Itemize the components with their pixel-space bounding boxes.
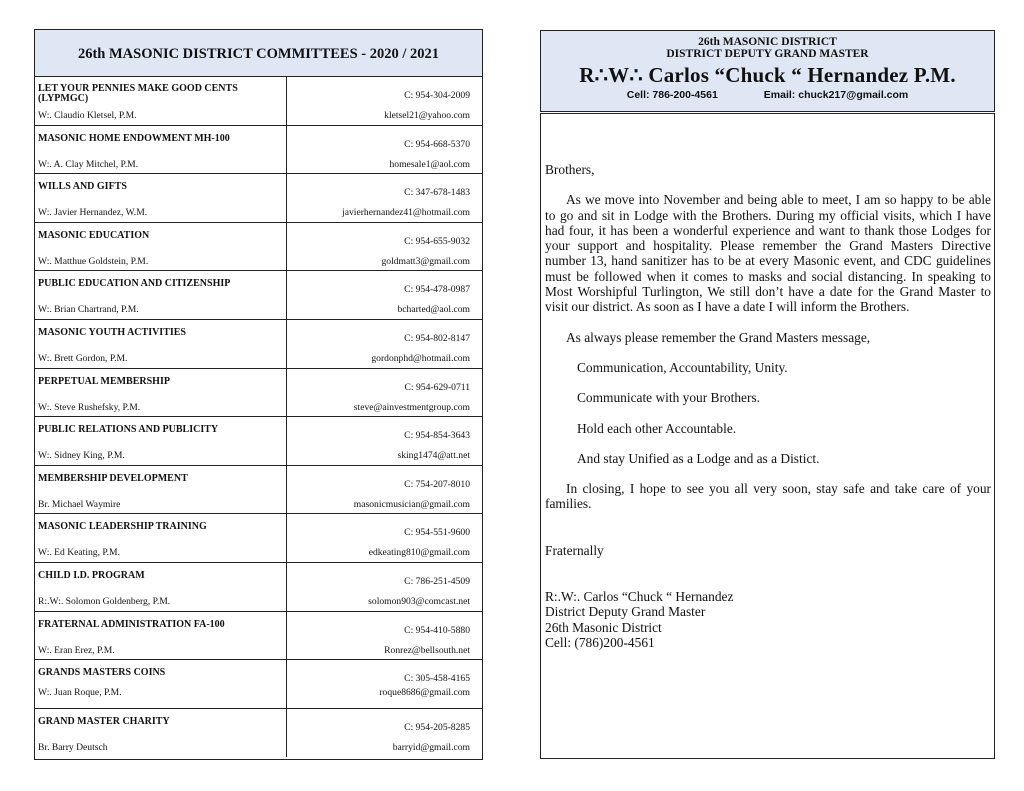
committee-name: PERPETUAL MEMBERSHIP xyxy=(38,375,170,387)
committee-name: GRAND MASTER CHARITY xyxy=(38,715,170,727)
committee-phone: C: 786-251-4509 xyxy=(404,575,470,587)
committee-email: solomon903@comcast.net xyxy=(368,595,470,607)
ddgm-name: R∴W∴ Carlos “Chuck “ Hernandez P.M. xyxy=(579,63,956,87)
committee-row xyxy=(35,563,482,612)
accountable-line: Hold each other Accountable. xyxy=(577,420,737,436)
committee-row xyxy=(35,174,482,223)
unified-line: And stay Unified as a Lodge and as a Distict. xyxy=(577,450,820,466)
committee-phone: C: 754-207-8010 xyxy=(404,478,470,490)
committee-row xyxy=(35,271,482,320)
committee-phone: C: 954-655-9032 xyxy=(404,235,470,247)
paragraph-3: In closing, I hope to see you all very soon, stay safe and take care of your families. xyxy=(545,481,991,512)
committee-email: bcharted@aol.com xyxy=(397,304,470,316)
committee-phone: C: 954-205-8285 xyxy=(404,721,470,733)
committee-member: W:. Juan Roque, P.M. xyxy=(38,687,122,699)
committee-email: masonicmusician@gmail.com xyxy=(353,498,470,510)
signature-cell: Cell: (786)200-4561 xyxy=(545,634,655,650)
committee-email: roque8686@gmail.com xyxy=(379,687,470,699)
committee-row xyxy=(35,223,482,272)
committee-member: W:. Javier Hernandez, W.M. xyxy=(38,207,148,219)
committee-row xyxy=(35,417,482,466)
communicate-line: Communicate with your Brothers. xyxy=(577,390,760,406)
committee-member: W:. Steve Rushefsky, P.M. xyxy=(38,401,141,413)
column-divider xyxy=(286,563,287,611)
committee-name: MASONIC EDUCATION xyxy=(38,229,150,241)
committee-phone: C: 347-678-1483 xyxy=(404,187,470,199)
committee-phone: C: 954-802-8147 xyxy=(404,332,470,344)
motto-line: Communication, Accountability, Unity. xyxy=(577,359,788,375)
committee-email: javierhernandez41@hotmail.com xyxy=(342,207,470,219)
signature-district: 26th Masonic District xyxy=(545,619,662,635)
committee-phone: C: 305-458-4165 xyxy=(404,673,470,685)
committee-member: Br. Barry Deutsch xyxy=(38,741,108,753)
committee-row xyxy=(35,660,482,709)
committee-phone: C: 954-854-3643 xyxy=(404,430,470,442)
signature-name: R:.W:. Carlos “Chuck “ Hernandez xyxy=(545,589,734,605)
cell-number: Cell: 786-200-4561 xyxy=(626,89,718,101)
committee-email: sking1474@att.net xyxy=(397,450,470,462)
committee-member: W:. Matthue Goldstein, P.M. xyxy=(38,255,149,267)
column-divider xyxy=(286,271,287,319)
column-divider xyxy=(286,612,287,660)
committee-member: R:.W:. Solomon Goldenberg, P.M. xyxy=(38,595,171,607)
committee-name: GRANDS MASTERS COINS xyxy=(38,667,166,679)
committee-name: LET YOUR PENNIES MAKE GOOD CENTS (LYPMGC) xyxy=(38,83,238,104)
district-label: 26th MASONIC DISTRICT xyxy=(698,36,837,48)
ddgm-header xyxy=(540,30,995,112)
column-divider xyxy=(286,369,287,417)
closing: Fraternally xyxy=(545,542,604,558)
committee-name: MASONIC HOME ENDOWMENT MH-100 xyxy=(38,132,230,144)
committee-row xyxy=(35,466,482,515)
committee-phone: C: 954-629-0711 xyxy=(404,381,470,393)
committees-list xyxy=(35,77,482,757)
email-address: Email: chuck217@gmail.com xyxy=(763,89,909,101)
committee-phone: C: 954-668-5370 xyxy=(404,138,470,150)
committee-name: PUBLIC EDUCATION AND CITIZENSHIP xyxy=(38,278,231,290)
paragraph-2: As always please remember the Grand Masters message, xyxy=(566,329,871,345)
column-divider xyxy=(286,417,287,465)
letter-body xyxy=(545,162,991,650)
committee-row xyxy=(35,77,482,126)
committee-phone: C: 954-478-0987 xyxy=(404,284,470,296)
column-divider xyxy=(286,514,287,562)
committee-member: Br. Michael Waymire xyxy=(38,498,121,510)
committee-name: WILLS AND GIFTS xyxy=(38,181,127,193)
committee-member: W:. Eran Erez, P.M. xyxy=(38,644,115,656)
committee-name: MEMBERSHIP DEVELOPMENT xyxy=(38,472,188,484)
committees-title: 26th MASONIC DISTRICT COMMITTEES - 2020 / 2021 xyxy=(35,30,482,77)
committee-row xyxy=(35,320,482,369)
committee-email: homesale1@aol.com xyxy=(389,158,470,170)
committee-name: MASONIC LEADERSHIP TRAINING xyxy=(38,521,207,533)
committee-member: W:. Claudio Kletsel, P.M. xyxy=(38,110,137,121)
committee-name: PUBLIC RELATIONS AND PUBLICITY xyxy=(38,424,219,436)
committee-member: W:. Ed Keating, P.M. xyxy=(38,547,120,559)
signature-block xyxy=(545,589,991,650)
committee-member: W:. Sidney King, P.M. xyxy=(38,450,125,462)
committee-email: barryid@gmail.com xyxy=(392,741,470,753)
column-divider xyxy=(286,660,287,708)
column-divider xyxy=(286,320,287,368)
committee-phone: C: 954-410-5880 xyxy=(404,624,470,636)
committee-email: gordonphd@hotmail.com xyxy=(371,352,470,364)
committee-row xyxy=(35,126,482,175)
committee-row xyxy=(35,514,482,563)
column-divider xyxy=(286,126,287,174)
committee-name: CHILD I.D. PROGRAM xyxy=(38,569,145,581)
letter-box xyxy=(540,113,995,759)
committee-email: steve@ainvestmentgroup.com xyxy=(353,401,470,413)
column-divider xyxy=(286,77,287,125)
committee-name: FRATERNAL ADMINISTRATION FA-100 xyxy=(38,618,225,630)
contact-line xyxy=(541,89,994,101)
column-divider xyxy=(286,709,287,758)
committee-row xyxy=(35,369,482,418)
paragraph-1: As we move into November and being able to meet, I am so happy to be able to go and sit in Lodge with the Brothers. During my official visits, which I have had four, it has been a wonderful experience and want to thank those Lodges for your support and hospitality. Please remember the Grand Masters Directive number 13, hand sanitizer has to be at every Masonic event, and CDC guidelines must be followed when it comes to masks and social distancing. In speaking to Most Worshipful Turlington, We still don’t have a date for the Grand Master to visit our district. As soon as I have a date I will inform the Brothers. xyxy=(545,192,991,315)
committee-email: Ronrez@bellsouth.net xyxy=(384,644,470,656)
committee-phone: C: 954-304-2009 xyxy=(404,90,470,101)
committee-row xyxy=(35,612,482,661)
committee-member: W:. Brian Chartrand, P.M. xyxy=(38,304,139,316)
signature-title: District Deputy Grand Master xyxy=(545,604,706,620)
column-divider xyxy=(286,466,287,514)
committee-name: MASONIC YOUTH ACTIVITIES xyxy=(38,326,186,338)
office-label: DISTRICT DEPUTY GRAND MASTER xyxy=(666,48,869,60)
salutation: Brothers, xyxy=(545,162,595,177)
committee-email: edkeating810@gmail.com xyxy=(368,547,470,559)
committee-email: kletsel21@yahoo.com xyxy=(384,110,470,121)
committee-phone: C: 954-551-9600 xyxy=(404,527,470,539)
committee-member: W:. A. Clay Mitchel, P.M. xyxy=(38,158,139,170)
committee-member: W:. Brett Gordon, P.M. xyxy=(38,352,128,364)
column-divider xyxy=(286,223,287,271)
committees-table xyxy=(34,29,483,760)
committee-email: goldmatt3@gmail.com xyxy=(381,255,470,267)
committee-row xyxy=(35,709,482,758)
column-divider xyxy=(286,174,287,222)
